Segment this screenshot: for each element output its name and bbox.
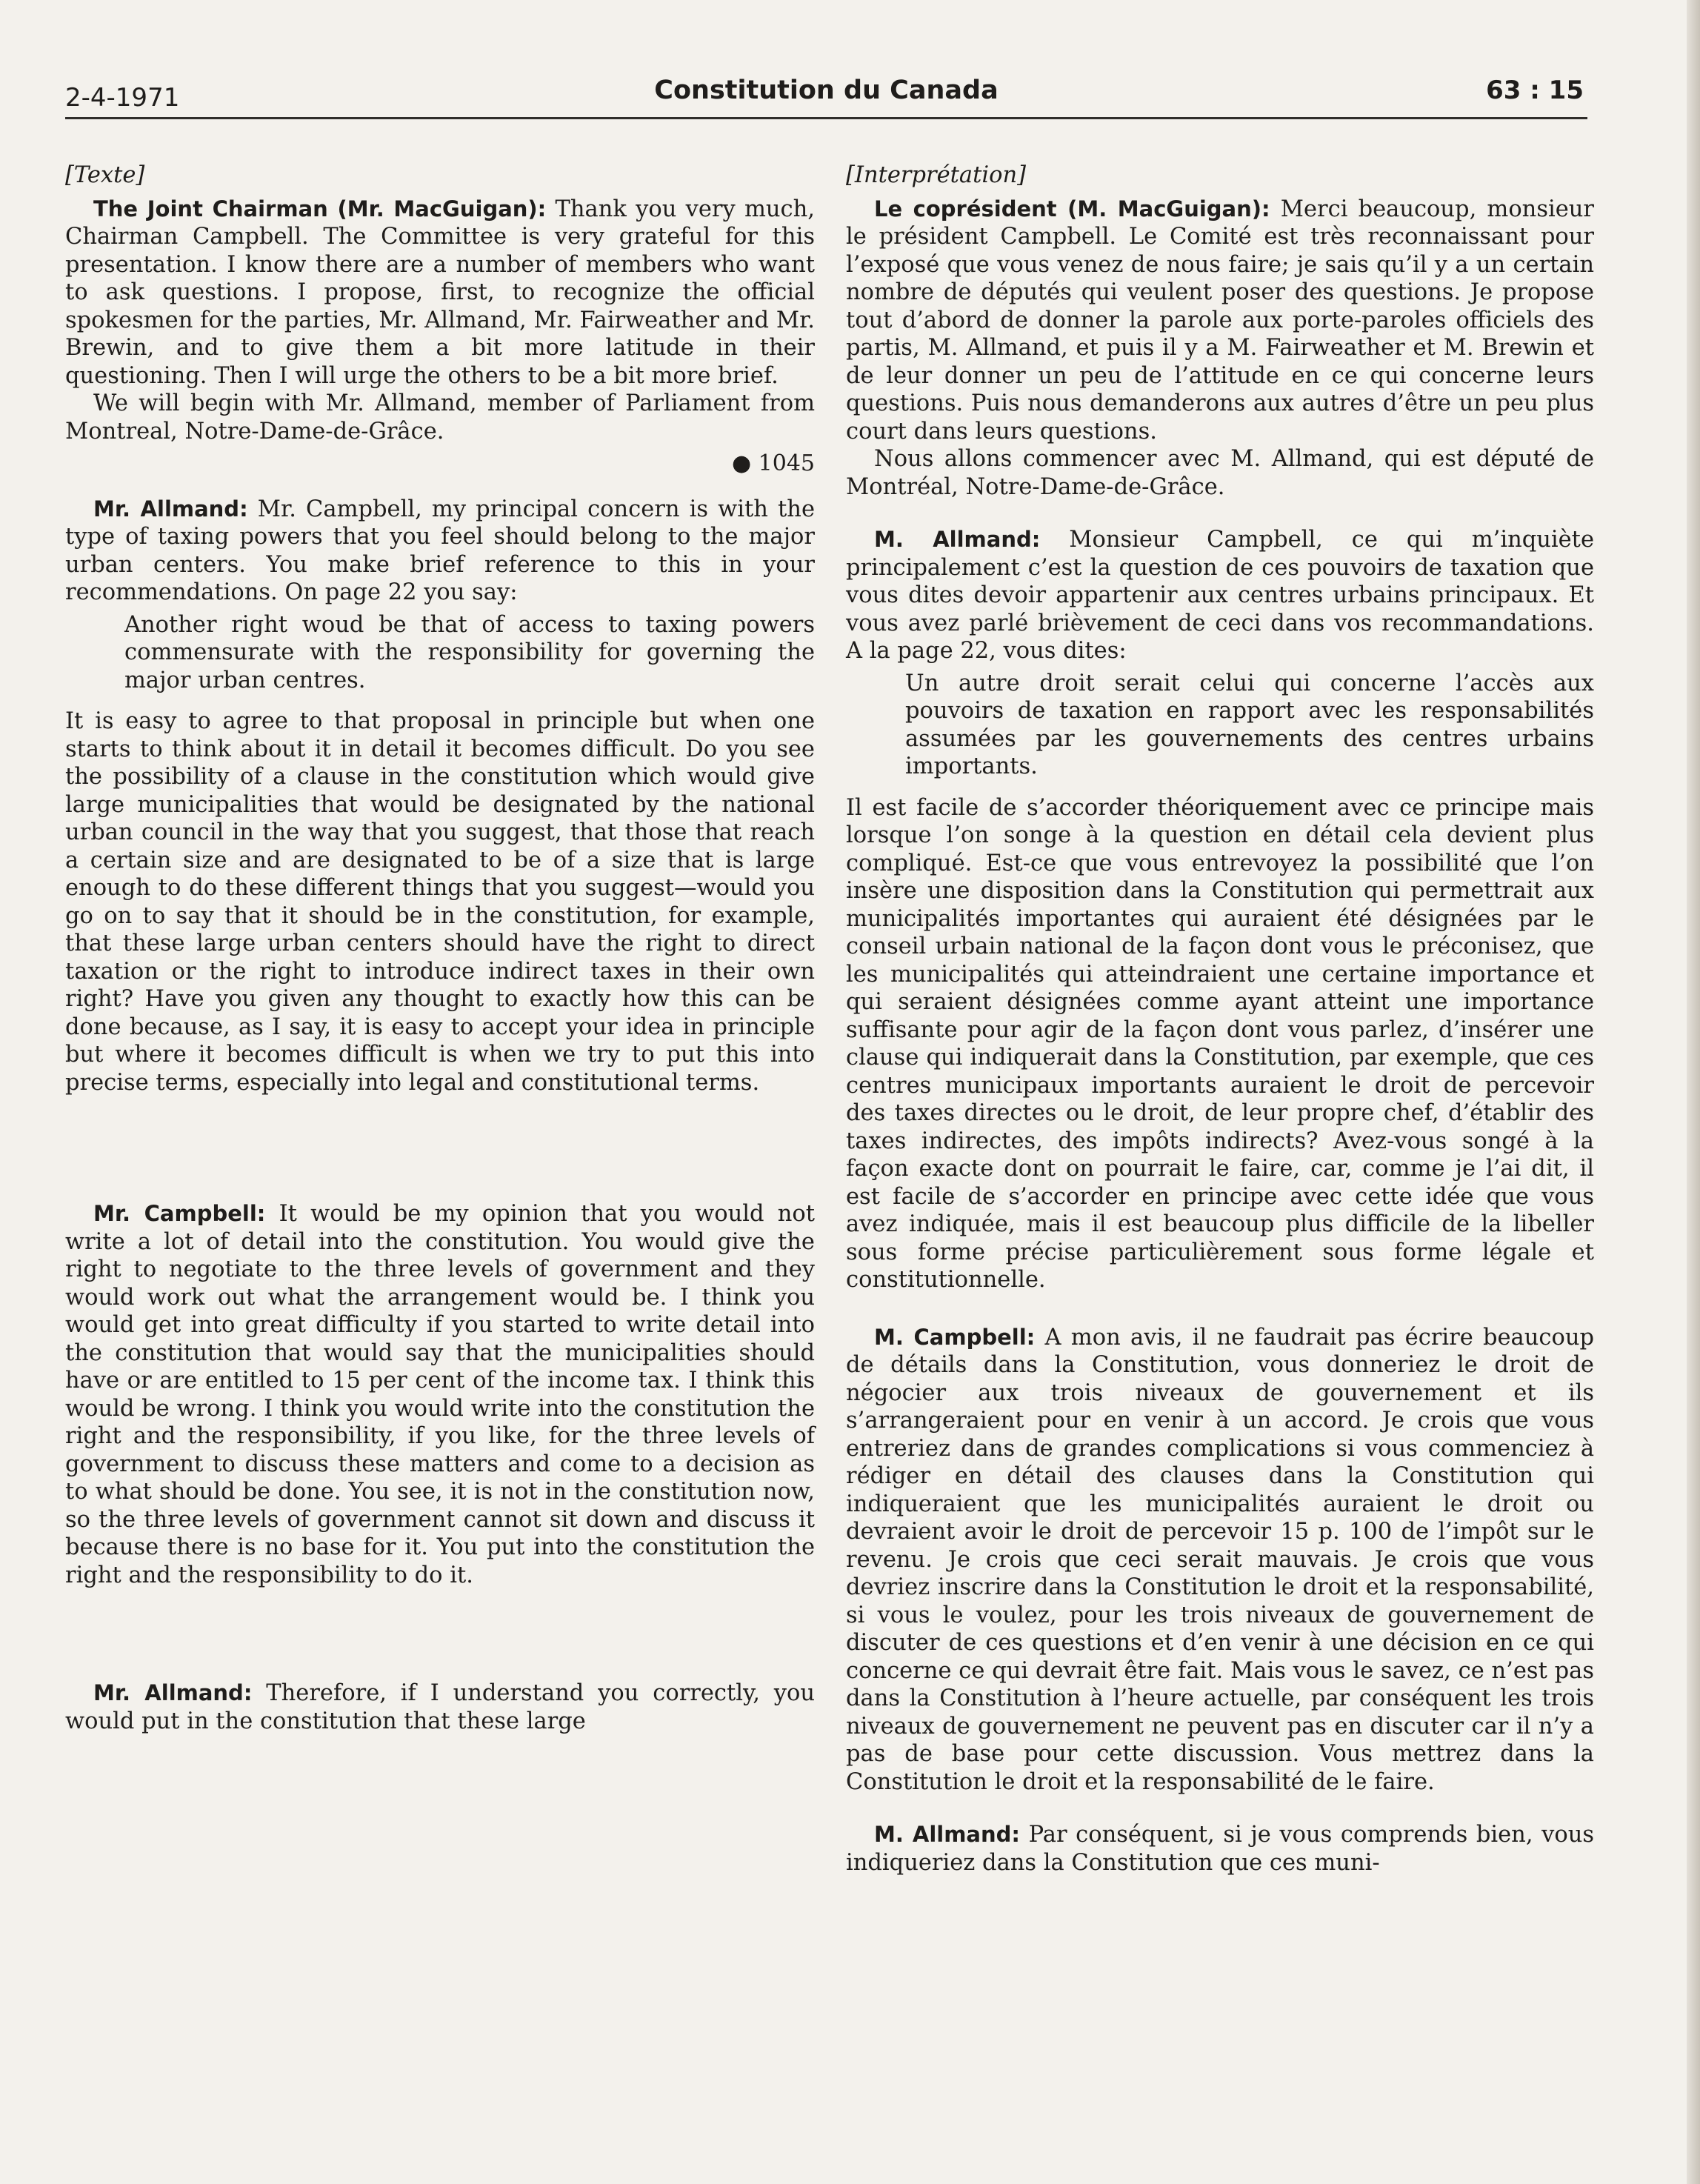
- english-paragraph-2: [65, 390, 815, 445]
- paragraph-text: We will begin with Mr. Allmand, member of Parliament from Montreal, Notre-Dame-de-Grâce.: [65, 390, 815, 445]
- french-paragraph-1: [846, 196, 1594, 446]
- english-column: [65, 162, 815, 1735]
- french-paragraph-4: [846, 794, 1594, 1294]
- speaker-name: Mr. Campbell:: [93, 1201, 266, 1226]
- speaker-name: Le coprésident (M. MacGuigan):: [874, 196, 1270, 222]
- french-quotation: Un autre droit serait celui qui concerne l’accès aux pouvoirs de taxation en rapport avec les responsabilités assumées par les gouvernements des centres urbains importants.: [905, 670, 1594, 779]
- speaker-name: Mr. Allmand:: [93, 1680, 253, 1705]
- french-column: [846, 162, 1594, 1877]
- english-paragraph-6: [65, 1679, 815, 1735]
- paragraph-text: Nous allons commencer avec M. Allmand, qui est député de Montréal, Notre-Dame-de-Grâce.: [846, 446, 1594, 500]
- speaker-name: M. Allmand:: [874, 527, 1041, 552]
- paragraph-text: A mon avis, il ne faudrait pas écrire beaucoup de détails dans la Constitution, vous donneriez le droit de négocier aux trois niveaux de gouvernement et ils s’arrangeraient pour en venir à un accord. Je crois que vous entreriez dans de grandes complications si vous commenciez à rédiger en détail des clauses dans la Constitution qui indiqueraient que les municipalités auraient le droit ou devraient avoir le droit de percevoir 15 p. 100 de l’impôt sur le revenu. Je crois que ceci serait mauvais. Je crois que vous devriez inscrire dans la Constitution le droit et la responsabilité, si vous le voulez, pour les trois niveaux de gouvernement de discuter de ces questions et d’en venir à une décision en ce qui concerne ce qui devrait être fait. Mais vous le savez, ce n’est pas dans la Constitution à l’heure actuelle, par conséquent les trois niveaux de gouvernement ne peuvent pas en discuter car il n’y a pas de base pour cette discussion. Vous mettrez dans la Constitution le droit et la responsabilité de le faire.: [846, 1324, 1594, 1795]
- english-quotation: Another right woud be that of access to taxing powers commensurate with the responsibility for governing the major urban centres.: [124, 611, 815, 693]
- french-paragraph-2: [846, 445, 1594, 501]
- english-paragraph-5: [65, 1200, 815, 1589]
- french-section-label: [Interprétation]: [846, 162, 1026, 188]
- speaker-name: M. Campbell:: [874, 1324, 1036, 1350]
- english-paragraph-1: [65, 196, 815, 390]
- header-title: Constitution du Canada: [654, 76, 999, 105]
- paragraph-text: Thank you very much, Chairman Campbell. The Committee is very grateful for this presentation. I know there are a number of members who want to ask questions. I propose, first, to recognize the official spokesmen for the parties, Mr. Allmand, Mr. Fairweather and Mr. Brewin, and to give them a bit more latitude in their questioning. Then I will urge the others to be a bit more brief.: [65, 196, 815, 389]
- time-marker: ● 1045: [731, 450, 815, 476]
- paragraph-text: Merci beaucoup, monsieur le président Campbell. Le Comité est très reconnaissant pour l’exposé que vous venez de nous faire; je sais qu’il y a un certain nombre de députés qui veulent poser des questions. Je propose tout d’abord de donner la parole aux porte-paroles officiels des partis, M. Allmand, et puis il y a M. Fairweather et M. Brewin et de leur donner un peu de l’attitude en ce qui concerne leurs questions. Puis nous demanderons aux autres d’être un peu plus court dans leurs questions.: [846, 196, 1594, 445]
- french-paragraph-6: [846, 1821, 1594, 1877]
- english-section-label: [Texte]: [65, 162, 145, 188]
- paragraph-text: Therefore, if I understand you correctly, you would put in the constitution that these large: [65, 1680, 815, 1734]
- paragraph-text: Mr. Campbell, my principal concern is with the type of taxing powers that you feel should belong to the major urban centers. You make brief reference to this in your recommendations. On page 22 you say:: [65, 496, 815, 605]
- header-page-number: 63 : 15: [1486, 76, 1584, 105]
- paragraph-text: Monsieur Campbell, ce qui m’inquiète principalement c’est la question de ces pouvoirs de taxation que vous dites devoir appartenir aux centres urbains principaux. Et vous avez parlé brièvement de ceci dans vos recommandations. A la page 22, vous dites:: [846, 527, 1594, 664]
- speaker-name: Mr. Allmand:: [93, 496, 248, 522]
- paragraph-text: It would be my opinion that you would not write a lot of detail into the constitution. You would give the right to negotiate to the three levels of government and they would work out what the arrangement would be. I think you would get into great difficulty if you started to write detail into the constitution that would say that the municipalities should have or are entitled to 15 per cent of the income tax. I think this would be wrong. I think you would write into the constitution the right and the responsibility, if you like, for the three levels of government to discuss these matters and come to a decision as to what should be done. You see, it is not in the constitution now, so the three levels of government cannot sit down and discuss it because there is no base for it. You put into the constitution the right and the responsibility to do it.: [65, 1201, 815, 1588]
- paragraph-text: Par conséquent, si je vous comprends bien, vous indiqueriez dans la Constitution que ces muni-: [846, 1822, 1594, 1876]
- paragraph-text: It is easy to agree to that proposal in principle but when one starts to think about it in detail it becomes difficult. Do you see the possibility of a clause in the constitution which would give large municipalities that would be designated by the national urban council in the way that you suggest, that those that reach a certain size and are designated to be of a size that is large enough to do these different things that you suggest—would you go on to say that it should be in the constitution, for example, that these large urban centers should have the right to direct taxation or the right to introduce indirect taxes in their own right? Have you given any thought to exactly how this can be done because, as I say, it is easy to accept your idea in principle but where it becomes difficult is when we try to put this into precise terms, especially into legal and constitutional terms.: [65, 708, 815, 1096]
- header-date: 2-4-1971: [65, 83, 180, 113]
- page-header: [65, 74, 1587, 119]
- french-paragraph-5: [846, 1324, 1594, 1797]
- english-paragraph-4: [65, 708, 815, 1096]
- english-paragraph-3: [65, 496, 815, 607]
- french-paragraph-3: [846, 526, 1594, 665]
- speaker-name: M. Allmand:: [874, 1822, 1020, 1847]
- paragraph-text: Il est facile de s’accorder théoriquement avec ce principe mais lorsque l’on songe à la question en détail cela devient plus compliqué. Est-ce que vous entrevoyez la possibilité que l’on insère une disposition dans la Constitution qui permettrait aux municipalités importantes qui auraient été désignées par le conseil urbain national de la façon dont vous le préconisez, que les municipalités qui atteindraient une certaine importance et qui seraient désignées comme ayant atteint une importance suffisante pour agir de la façon dont vous parlez, d’insérer une clause qui indiquerait dans la Constitution, par exemple, que ces centres municipaux importants auraient le droit de percevoir des taxes directes ou le droit, de leur propre chef, d’établir des taxes indirectes, des impôts indirects? Avez-vous songé à la façon exacte dont on pourrait le faire, car, comme je l’ai dit, il est facile de s’accorder en principe avec cette idée que vous avez indiquée, mais il est beaucoup plus difficile de la libeller sous forme précise particulièrement sous forme légale et constitutionnelle.: [846, 794, 1594, 1293]
- speaker-name: The Joint Chairman (Mr. MacGuigan):: [93, 196, 547, 222]
